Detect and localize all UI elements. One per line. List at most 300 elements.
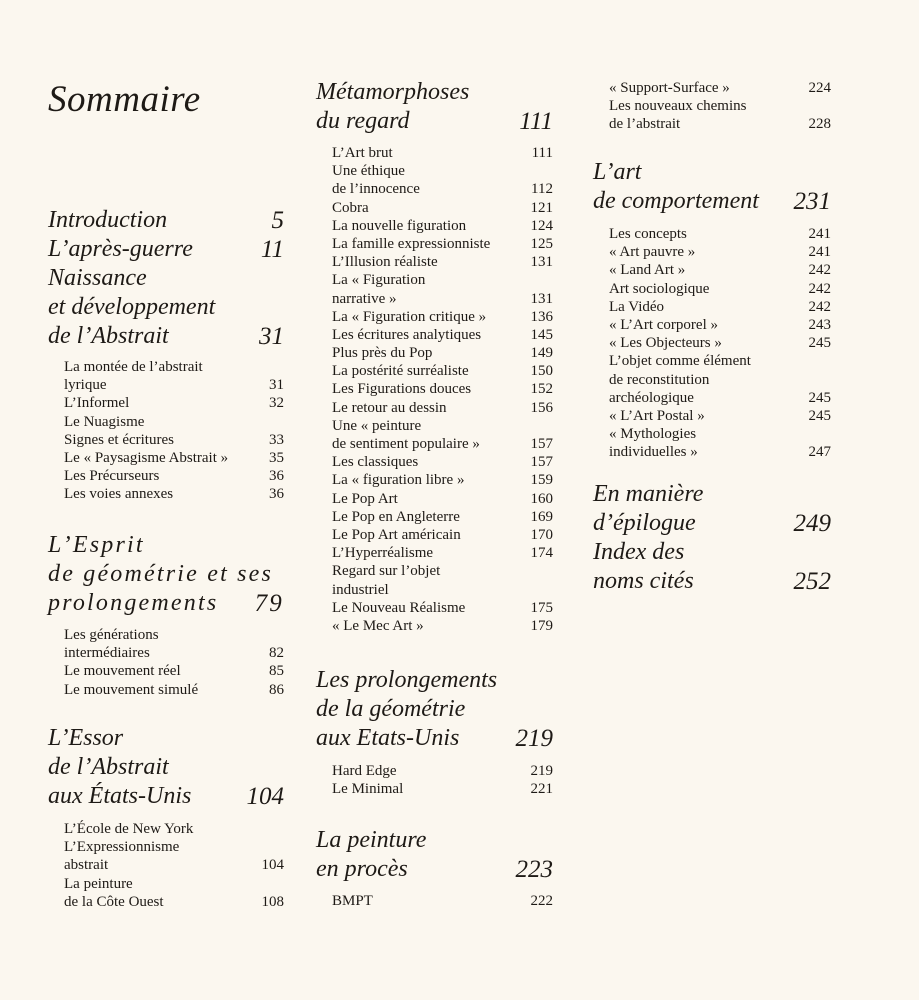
section-title-line xyxy=(48,560,284,589)
entry-page-number: 125 xyxy=(530,235,553,252)
entry-text: Le Pop en Angleterre xyxy=(332,508,460,525)
toc-entry xyxy=(64,626,284,662)
entries-naissance xyxy=(64,358,284,504)
entry-text: Le retour au dessin xyxy=(332,399,447,416)
entry-line xyxy=(332,762,553,780)
section-title-text: L’Essor xyxy=(48,725,124,751)
toc-entry xyxy=(64,681,284,699)
entry-page-number: 245 xyxy=(808,407,831,424)
section-page-number: 231 xyxy=(793,188,831,215)
section-page-number: 11 xyxy=(260,236,284,263)
toc-entry xyxy=(332,544,553,562)
entry-page-number: 174 xyxy=(530,545,553,562)
toc-entry xyxy=(332,417,553,453)
section-title-line xyxy=(48,589,284,618)
section-title-text: Index des xyxy=(593,539,685,565)
entry-line xyxy=(609,425,831,443)
toc-entry xyxy=(609,225,831,243)
entry-page-number: 169 xyxy=(530,508,553,525)
entry-text: Les nouveaux chemins xyxy=(609,98,747,115)
toc-entry xyxy=(64,449,284,467)
entry-page-number: 85 xyxy=(269,663,284,680)
toc-entry xyxy=(64,875,284,911)
entry-text: L’objet comme élément xyxy=(609,353,751,370)
entry-text: Le mouvement simulé xyxy=(64,681,199,698)
entry-line xyxy=(609,97,831,115)
section-title-line xyxy=(48,206,284,235)
entry-page-number: 31 xyxy=(269,377,284,394)
toc-entry xyxy=(609,261,831,279)
entry-page-number: 228 xyxy=(808,116,831,133)
section-page-number: 219 xyxy=(515,725,553,752)
entry-text: L’Art brut xyxy=(332,145,393,161)
entry-line xyxy=(64,644,284,662)
entry-line xyxy=(64,431,284,449)
section-page-number: 252 xyxy=(793,568,831,595)
section-introduction xyxy=(48,206,284,235)
section-title-text: de l’Abstrait xyxy=(48,754,169,780)
entry-text: narrative » xyxy=(332,290,397,307)
entry-line xyxy=(609,407,831,425)
toc-entry xyxy=(332,490,553,508)
section-title-text: du regard xyxy=(316,108,410,134)
toc-entry xyxy=(332,235,553,253)
section-prolongements-geometrie xyxy=(316,666,553,753)
section-title-text: Introduction xyxy=(48,207,168,233)
entry-page-number: 150 xyxy=(530,363,553,380)
section-title-text: prolongements xyxy=(48,590,219,616)
entry-line xyxy=(609,352,831,370)
section-metamorphoses xyxy=(316,78,553,136)
entry-line xyxy=(332,562,553,580)
section-title-text: noms cités xyxy=(593,568,694,594)
toc-entry xyxy=(332,217,553,235)
section-title-text: d’épilogue xyxy=(593,510,696,536)
entry-text: L’Informel xyxy=(64,395,130,412)
entry-page-number: 160 xyxy=(530,490,553,507)
section-page-number: 249 xyxy=(793,510,831,537)
section-title-text: L’Esprit xyxy=(48,532,145,558)
entry-text: Les générations xyxy=(64,627,159,643)
toc-entry xyxy=(332,526,553,544)
entry-line xyxy=(332,362,553,380)
entry-page-number: 179 xyxy=(530,617,553,634)
entry-line xyxy=(609,79,831,97)
toc-entry xyxy=(64,820,284,875)
entry-line xyxy=(332,271,553,289)
toc-entry xyxy=(609,316,831,334)
entry-page-number: 152 xyxy=(530,381,553,398)
entry-text: Les concepts xyxy=(609,226,687,242)
entry-page-number: 36 xyxy=(269,468,284,485)
entry-line xyxy=(609,389,831,407)
toc-entry xyxy=(332,380,553,398)
entry-text: Une éthique xyxy=(332,163,405,180)
entry-line xyxy=(332,526,553,544)
entry-page-number: 157 xyxy=(530,436,553,452)
entry-text: « Support-Surface » xyxy=(609,80,730,96)
entry-line xyxy=(332,471,553,489)
section-title-line xyxy=(48,264,284,293)
entry-line xyxy=(609,261,831,279)
entry-line xyxy=(332,490,553,508)
entry-line xyxy=(609,280,831,298)
entry-page-number: 242 xyxy=(808,280,831,297)
section-title-line xyxy=(593,567,831,596)
entry-line xyxy=(609,298,831,316)
toc-entry xyxy=(332,362,553,380)
entry-page-number: 224 xyxy=(808,80,831,96)
entry-text: « L’Art Postal » xyxy=(609,407,705,424)
toc-entry xyxy=(609,243,831,261)
toc-entry xyxy=(64,358,284,394)
entry-text: L’Hyperréalisme xyxy=(332,545,434,562)
entry-line xyxy=(64,820,284,838)
entry-line xyxy=(332,290,553,308)
entry-line xyxy=(64,875,284,893)
entry-text: de reconstitution xyxy=(609,371,710,388)
entry-line xyxy=(332,544,553,562)
toc-entry xyxy=(332,471,553,489)
entry-line xyxy=(609,316,831,334)
entry-text: La « Figuration critique » xyxy=(332,308,487,325)
section-title-text: Naissance xyxy=(48,265,147,291)
entry-page-number: 242 xyxy=(808,298,831,315)
entry-text: Le mouvement réel xyxy=(64,663,181,680)
section-title-text: et développement xyxy=(48,294,216,320)
entry-line xyxy=(609,115,831,133)
section-page-number: 111 xyxy=(519,108,553,135)
entry-page-number: 131 xyxy=(530,254,553,271)
entry-page-number: 221 xyxy=(530,781,553,798)
toc-entry xyxy=(332,599,553,617)
section-title-line xyxy=(316,78,553,107)
section-title-line xyxy=(316,826,553,855)
entry-page-number: 222 xyxy=(530,893,553,909)
entry-page-number: 159 xyxy=(530,472,553,489)
entry-line xyxy=(332,581,553,599)
entry-line xyxy=(609,334,831,352)
section-title-line xyxy=(48,531,284,560)
entry-text: industriel xyxy=(332,581,389,598)
entry-line xyxy=(609,243,831,261)
entry-page-number: 35 xyxy=(269,449,284,466)
entry-page-number: 131 xyxy=(530,290,553,307)
entry-line xyxy=(64,838,284,856)
entry-text: « Le Mec Art » xyxy=(332,617,424,634)
section-epilogue xyxy=(593,480,831,538)
entries-continued xyxy=(609,79,831,134)
page-title: Sommaire xyxy=(48,79,201,120)
toc-entry xyxy=(64,662,284,680)
toc-entry xyxy=(609,407,831,425)
entry-page-number: 245 xyxy=(808,335,831,352)
entry-page-number: 149 xyxy=(530,345,553,362)
entry-page-number: 86 xyxy=(269,681,284,698)
entry-text: Les écritures analytiques xyxy=(332,326,482,343)
toc-entry xyxy=(64,413,284,449)
entries-metamorphoses xyxy=(332,144,553,635)
toc-entry xyxy=(64,485,284,503)
entry-text: « Mythologies xyxy=(609,426,697,443)
entry-line xyxy=(332,892,553,910)
entry-line xyxy=(609,371,831,389)
entry-text: de l’innocence xyxy=(332,181,420,198)
entry-page-number: 145 xyxy=(530,326,553,343)
entry-text: La montée de l’abstrait xyxy=(64,359,203,375)
entry-page-number: 82 xyxy=(269,645,284,662)
entry-text: Signes et écritures xyxy=(64,431,174,448)
toc-entry xyxy=(332,453,553,471)
toc-entry xyxy=(332,326,553,344)
entry-text: Le Pop Art américain xyxy=(332,526,461,543)
entry-line xyxy=(64,467,284,485)
section-art-comportement xyxy=(593,158,831,216)
entry-line xyxy=(332,399,553,417)
entry-text: La nouvelle figuration xyxy=(332,217,467,234)
section-title-text: Les prolongements xyxy=(316,667,498,693)
section-title-line xyxy=(593,187,831,216)
entry-text: La peinture xyxy=(64,875,133,892)
section-title-text: aux Etats-Unis xyxy=(316,725,460,751)
entry-text: « Land Art » xyxy=(609,262,686,279)
section-title-line xyxy=(48,782,284,811)
entry-text: La postérité surréaliste xyxy=(332,363,469,380)
entry-page-number: 241 xyxy=(808,244,831,261)
entry-line xyxy=(332,162,553,180)
entry-line xyxy=(332,417,553,435)
toc-entry xyxy=(64,467,284,485)
entry-line xyxy=(332,508,553,526)
entry-line xyxy=(332,780,553,798)
toc-entry xyxy=(609,280,831,298)
section-title-line xyxy=(316,107,553,136)
toc-entry xyxy=(609,79,831,97)
toc-entry xyxy=(332,253,553,271)
entry-line xyxy=(64,394,284,412)
toc-entry xyxy=(332,344,553,362)
entry-text: L’Illusion réaliste xyxy=(332,254,438,271)
entry-text: Les voies annexes xyxy=(64,486,174,503)
section-peinture-proces xyxy=(316,826,553,884)
section-apres-guerre xyxy=(48,235,284,264)
toc-entry xyxy=(609,334,831,352)
entry-text: Hard Edge xyxy=(332,763,397,779)
section-page-number: 31 xyxy=(259,323,284,350)
entry-page-number: 111 xyxy=(531,145,553,161)
entry-line xyxy=(332,326,553,344)
entry-text: « L’Art corporel » xyxy=(609,316,718,333)
section-title-text: L’après-guerre xyxy=(48,236,193,262)
section-title-line xyxy=(48,293,284,322)
entry-line xyxy=(332,308,553,326)
toc-entry xyxy=(332,399,553,417)
entry-line xyxy=(332,235,553,253)
entry-text: Cobra xyxy=(332,199,369,216)
entry-text: L’Expressionnisme xyxy=(64,839,180,856)
entry-text: BMPT xyxy=(332,893,373,909)
section-title-line xyxy=(316,855,553,884)
entry-page-number: 136 xyxy=(530,308,553,325)
toc-entry xyxy=(332,562,553,598)
entry-line xyxy=(64,449,284,467)
section-title-line xyxy=(48,724,284,753)
entry-line xyxy=(64,358,284,376)
entry-page-number: 247 xyxy=(808,444,831,461)
section-title-text: de la géométrie xyxy=(316,696,466,722)
toc-entry xyxy=(332,144,553,162)
entry-line xyxy=(64,413,284,431)
entry-text: « Les Objecteurs » xyxy=(609,335,722,352)
entry-text: de l’abstrait xyxy=(609,116,681,133)
entry-page-number: 104 xyxy=(261,857,284,874)
entry-page-number: 170 xyxy=(530,526,553,543)
entry-text: Regard sur l’objet xyxy=(332,563,441,580)
entries-prolongements xyxy=(332,762,553,798)
entry-text: Le « Paysagisme Abstrait » xyxy=(64,449,229,466)
section-title-text: en procès xyxy=(316,856,408,882)
toc-entry xyxy=(332,308,553,326)
entry-text: archéologique xyxy=(609,389,694,406)
section-title-line xyxy=(593,509,831,538)
entry-text: Le Pop Art xyxy=(332,490,398,507)
entry-page-number: 36 xyxy=(269,486,284,503)
entry-line xyxy=(64,626,284,644)
toc-entry xyxy=(332,762,553,780)
section-page-number: 104 xyxy=(246,783,284,810)
section-title-line xyxy=(316,695,553,724)
entry-page-number: 219 xyxy=(530,763,553,779)
entry-line xyxy=(332,453,553,471)
entry-text: La « Figuration xyxy=(332,272,426,289)
entry-line xyxy=(64,376,284,394)
section-title-text: de comportement xyxy=(593,188,759,214)
entry-line xyxy=(332,599,553,617)
entry-text: « Art pauvre » xyxy=(609,244,696,261)
entry-page-number: 112 xyxy=(531,181,553,198)
section-title-line xyxy=(316,666,553,695)
entries-esprit xyxy=(64,626,284,699)
entry-text: Les Précurseurs xyxy=(64,468,160,485)
entries-peinture-proces xyxy=(332,892,553,910)
entry-line xyxy=(332,435,553,453)
entry-line xyxy=(332,344,553,362)
entry-text: Le Minimal xyxy=(332,781,404,798)
entry-text: abstrait xyxy=(64,857,109,874)
entry-text: intermédiaires xyxy=(64,645,150,662)
entry-text: Une « peinture xyxy=(332,417,422,434)
section-title-text: L’art xyxy=(593,159,642,185)
entry-line xyxy=(64,893,284,911)
section-title-line xyxy=(48,235,284,264)
toc-entry xyxy=(332,271,553,307)
entry-line xyxy=(332,144,553,162)
entry-line xyxy=(609,443,831,461)
section-title-line xyxy=(48,322,284,351)
entry-line xyxy=(332,380,553,398)
section-page-number: 79 xyxy=(254,590,284,617)
entry-line xyxy=(64,856,284,874)
section-title-line xyxy=(316,724,553,753)
entry-text: L’École de New York xyxy=(64,821,194,837)
entry-line xyxy=(332,199,553,217)
section-title-line xyxy=(593,158,831,187)
entries-comportement xyxy=(609,225,831,461)
entry-line xyxy=(64,662,284,680)
entry-text: La famille expressionniste xyxy=(332,235,491,252)
section-title-text: Métamorphoses xyxy=(316,79,470,105)
entry-page-number: 32 xyxy=(269,395,284,412)
toc-entry xyxy=(609,352,831,407)
entry-line xyxy=(332,253,553,271)
toc-entry xyxy=(332,508,553,526)
toc-entry xyxy=(332,617,553,635)
entry-page-number: 124 xyxy=(530,217,553,234)
entry-line xyxy=(609,225,831,243)
section-page-number: 223 xyxy=(515,856,553,883)
entry-line xyxy=(64,485,284,503)
entry-page-number: 108 xyxy=(261,893,284,910)
entry-text: Le Nuagisme xyxy=(64,413,145,430)
section-essor-abstrait xyxy=(48,724,284,811)
section-title-text: La peinture xyxy=(316,827,427,853)
entry-text: de la Côte Ouest xyxy=(64,893,164,910)
toc-entry xyxy=(332,199,553,217)
entry-text: lyrique xyxy=(64,377,107,394)
section-title-text: aux États-Unis xyxy=(48,783,192,809)
section-title-line xyxy=(48,753,284,782)
entry-text: de sentiment populaire » xyxy=(332,436,480,452)
section-title-line xyxy=(593,538,831,567)
entries-essor xyxy=(64,820,284,911)
entry-page-number: 241 xyxy=(808,226,831,242)
entry-page-number: 242 xyxy=(808,262,831,279)
entry-text: Les classiques xyxy=(332,454,419,471)
toc-entry xyxy=(609,298,831,316)
entry-line xyxy=(332,180,553,198)
toc-entry xyxy=(609,425,831,461)
entry-text: Plus près du Pop xyxy=(332,345,433,362)
entry-page-number: 243 xyxy=(808,316,831,333)
toc-entry xyxy=(64,394,284,412)
entry-line xyxy=(332,217,553,235)
entry-text: Les Figurations douces xyxy=(332,381,472,398)
section-esprit-geometrie xyxy=(48,531,284,618)
entry-text: Art sociologique xyxy=(609,280,710,297)
entry-page-number: 245 xyxy=(808,389,831,406)
entry-text: individuelles » xyxy=(609,444,698,461)
entry-line xyxy=(64,681,284,699)
section-title-text: de l’Abstrait xyxy=(48,323,169,349)
section-title-text: En manière xyxy=(593,481,704,507)
section-title-text: de géométrie et ses xyxy=(48,561,274,587)
entry-text: La Vidéo xyxy=(609,298,665,315)
entry-line xyxy=(332,617,553,635)
entry-text: La « figuration libre » xyxy=(332,472,465,489)
toc-entry xyxy=(609,97,831,133)
toc-entry xyxy=(332,780,553,798)
section-naissance-abstrait xyxy=(48,264,284,351)
entry-text: Le Nouveau Réalisme xyxy=(332,599,466,616)
toc-entry xyxy=(332,162,553,198)
entry-page-number: 121 xyxy=(530,199,553,216)
entry-page-number: 157 xyxy=(530,454,553,471)
section-title-line xyxy=(593,480,831,509)
entry-page-number: 175 xyxy=(530,599,553,616)
entry-page-number: 33 xyxy=(269,431,284,448)
toc-entry xyxy=(332,892,553,910)
entry-page-number: 156 xyxy=(530,399,553,416)
